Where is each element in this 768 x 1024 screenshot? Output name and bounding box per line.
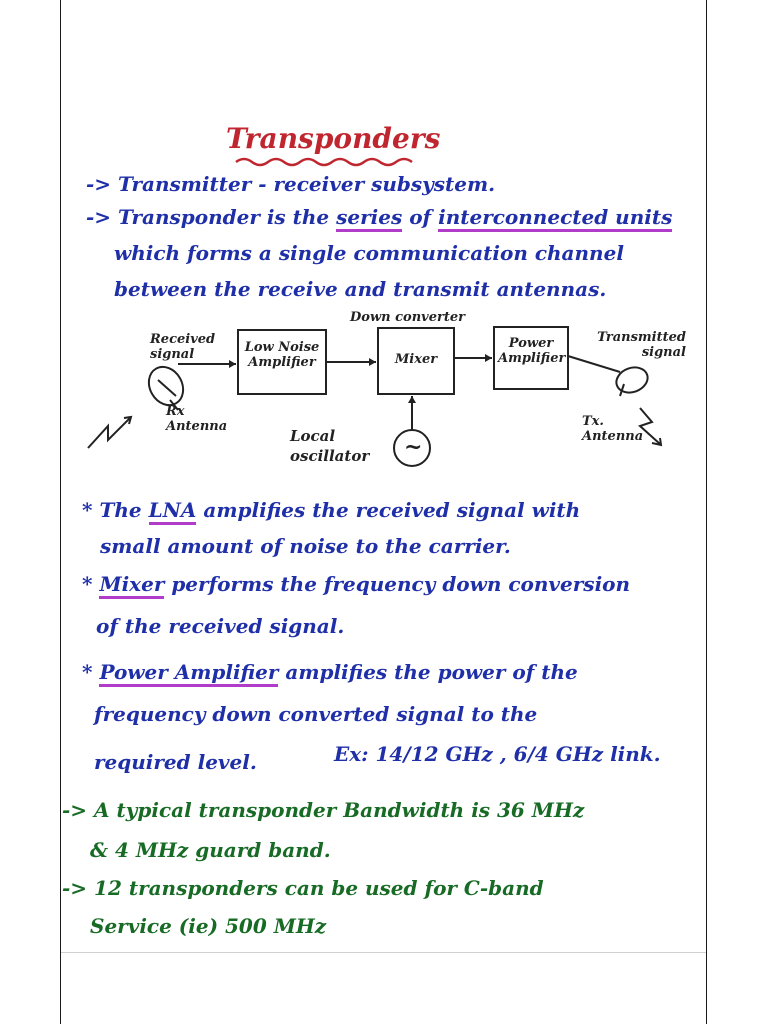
arrow-marker: ->: [62, 876, 88, 900]
lna-label: Low Noise Amplifier: [244, 340, 320, 370]
arrow-marker: ->: [62, 798, 88, 822]
note-bandwidth-text: A typical transponder Bandwidth is 36 MHz: [94, 798, 585, 822]
intro-line-3: which forms a single communication channel: [114, 241, 624, 265]
bullet-mixer-post: performs the frequency down conversion: [164, 572, 631, 596]
bullet-pa-cont: frequency down converted signal to the: [94, 702, 538, 726]
received-signal-label: Received signal: [150, 332, 216, 362]
down-converter-label: Down converter: [350, 310, 465, 325]
highlight-series: series: [336, 205, 402, 232]
rx-antenna-label: Rx Antenna: [166, 404, 228, 434]
page-title: Transponders: [226, 122, 441, 155]
note-transponders-text: 12 transponders can be used for C-band: [94, 876, 544, 900]
intro-line-4: between the receive and transmit antennas.: [114, 277, 607, 301]
arrow-marker: ->: [86, 172, 112, 196]
note-bandwidth-cont: & 4 MHz guard band.: [90, 838, 331, 862]
right-frame-edge: [706, 0, 707, 1024]
note-bandwidth: [62, 798, 584, 822]
highlight-lna: LNA: [149, 498, 197, 525]
oscillator-symbol: ~: [404, 434, 423, 460]
power-amplifier-label: Power Amplifier: [498, 336, 566, 366]
intro-text-2a: Transponder is the: [118, 205, 337, 229]
intro-text-2b: of: [402, 205, 439, 229]
star-marker: *: [82, 498, 93, 522]
highlight-mixer: Mixer: [99, 572, 164, 599]
local-oscillator-label: Local oscillator: [290, 427, 370, 465]
frequency-example: Ex: 14/12 GHz , 6/4 GHz link.: [334, 742, 661, 766]
note-transponders: [62, 876, 544, 900]
transmitted-signal-label: Transmitted signal: [597, 330, 686, 360]
bullet-mixer-cont: of the received signal.: [96, 614, 345, 638]
bullet-pa-post: amplifies the power of the: [278, 660, 578, 684]
bullet-lna-post: amplifies the received signal with: [196, 498, 581, 522]
intro-line-2: [86, 205, 672, 229]
page-bottom-rule: [61, 952, 706, 953]
intro-text-1: Transmitter - receiver subsystem.: [118, 172, 496, 196]
tx-antenna-label: Tx. Antenna: [582, 414, 644, 444]
arrow-marker: ->: [86, 205, 112, 229]
bullet-lna-cont: small amount of noise to the carrier.: [100, 534, 511, 558]
star-marker: *: [82, 660, 93, 684]
highlight-interconnected-units: interconnected units: [438, 205, 672, 232]
highlight-power-amplifier: Power Amplifier: [99, 660, 278, 687]
bullet-lna: [82, 498, 580, 522]
bullet-mixer: [82, 572, 630, 596]
bullet-lna-pre: The: [99, 498, 149, 522]
star-marker: *: [82, 572, 93, 596]
bullet-pa-cont2: required level.: [94, 750, 257, 774]
note-transponders-cont: Service (ie) 500 MHz: [90, 914, 327, 938]
mixer-label: Mixer: [394, 352, 438, 367]
intro-line-1: [86, 172, 495, 196]
bullet-power-amplifier: [82, 660, 578, 684]
